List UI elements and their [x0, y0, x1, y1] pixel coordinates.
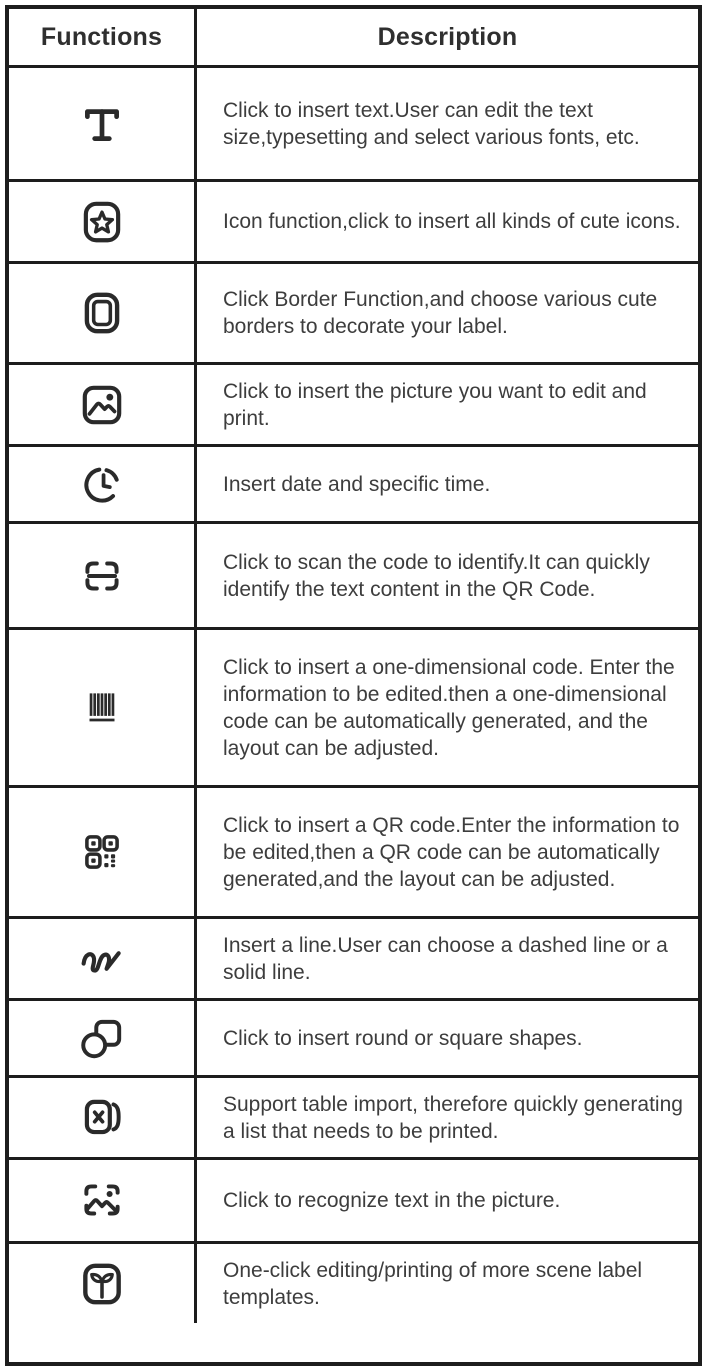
description-text: Click to insert round or square shapes. — [223, 1026, 583, 1050]
description-cell — [197, 919, 698, 998]
clock-icon — [77, 459, 127, 509]
description-header-label: Description — [377, 22, 518, 51]
description-text: Click to scan the code to identify.It can quickly identify the text content in the QR Code. — [223, 550, 650, 601]
table-header-row — [9, 9, 698, 65]
table-row — [9, 785, 698, 916]
ocr-icon — [76, 1176, 128, 1226]
description-text: Icon function,click to insert all kinds of cute icons. — [223, 210, 681, 233]
function-icon-cell — [9, 630, 197, 785]
table-row — [9, 261, 698, 362]
barcode-icon — [77, 683, 127, 733]
shapes-icon — [77, 1013, 127, 1063]
description-text: Click to insert a QR code.Enter the information to be edited,then a QR code can be automatically generated,and the layout can be adjusted. — [223, 813, 680, 891]
functions-header-label: Functions — [40, 22, 163, 51]
description-text: Click to insert text.User can edit the text size,typesetting and select various fonts, etc. — [223, 98, 640, 149]
description-cell — [197, 630, 698, 785]
wavy-line-icon — [74, 936, 130, 982]
function-icon-cell — [9, 524, 197, 627]
table-row — [9, 627, 698, 785]
description-text: Insert a line.User can choose a dashed line or a solid line. — [223, 933, 668, 984]
description-cell — [197, 182, 698, 261]
table-row — [9, 362, 698, 444]
description-text: Support table import, therefore quickly generating a list that needs to be printed. — [223, 1092, 683, 1143]
description-cell — [197, 264, 698, 362]
table-row — [9, 65, 698, 179]
description-cell — [197, 1160, 698, 1241]
description-text: Insert date and specific time. — [223, 472, 491, 496]
description-cell — [197, 1001, 698, 1075]
table-row — [9, 1241, 698, 1323]
description-cell — [197, 524, 698, 627]
description-text: One-click editing/printing of more scene label templates. — [223, 1258, 643, 1309]
table-row — [9, 998, 698, 1075]
table-row — [9, 179, 698, 261]
function-icon-cell — [9, 264, 197, 362]
description-text: Click to insert a one-dimensional code. Enter the information to be edited.then a one-dimensional code can be automatically generated, and the layout can be adjusted. — [223, 655, 675, 760]
table-body — [9, 65, 698, 1323]
qrcode-icon — [77, 827, 127, 877]
table-row — [9, 916, 698, 998]
function-icon-cell — [9, 1244, 197, 1323]
description-cell — [197, 1078, 698, 1157]
function-icon-cell — [9, 1160, 197, 1241]
function-icon-cell — [9, 919, 197, 998]
description-text: Click to recognize text in the picture. — [223, 1189, 561, 1212]
border-icon — [77, 287, 127, 339]
table-row — [9, 444, 698, 521]
function-icon-cell — [9, 1001, 197, 1075]
functions-header-cell — [9, 9, 197, 65]
table-row — [9, 1157, 698, 1241]
function-icon-cell — [9, 182, 197, 261]
description-cell — [197, 68, 698, 179]
scan-icon — [76, 551, 128, 601]
description-text: Click Border Function,and choose various cute borders to decorate your label. — [223, 288, 658, 338]
star-icon — [77, 197, 127, 247]
description-cell — [197, 447, 698, 521]
function-icon-cell — [9, 788, 197, 916]
table-import-icon — [77, 1093, 127, 1143]
description-text: Click to insert the picture you want to edit and print. — [223, 379, 647, 430]
description-cell — [197, 365, 698, 444]
description-cell — [197, 788, 698, 916]
table-row — [9, 1075, 698, 1157]
template-icon — [77, 1258, 127, 1310]
function-icon-cell — [9, 447, 197, 521]
table-row — [9, 521, 698, 627]
picture-icon — [77, 380, 127, 430]
description-cell — [197, 1244, 698, 1323]
functions-table — [5, 5, 702, 1366]
text-icon — [75, 96, 129, 152]
description-header-cell — [197, 9, 698, 65]
function-icon-cell — [9, 1078, 197, 1157]
function-icon-cell — [9, 365, 197, 444]
function-icon-cell — [9, 68, 197, 179]
